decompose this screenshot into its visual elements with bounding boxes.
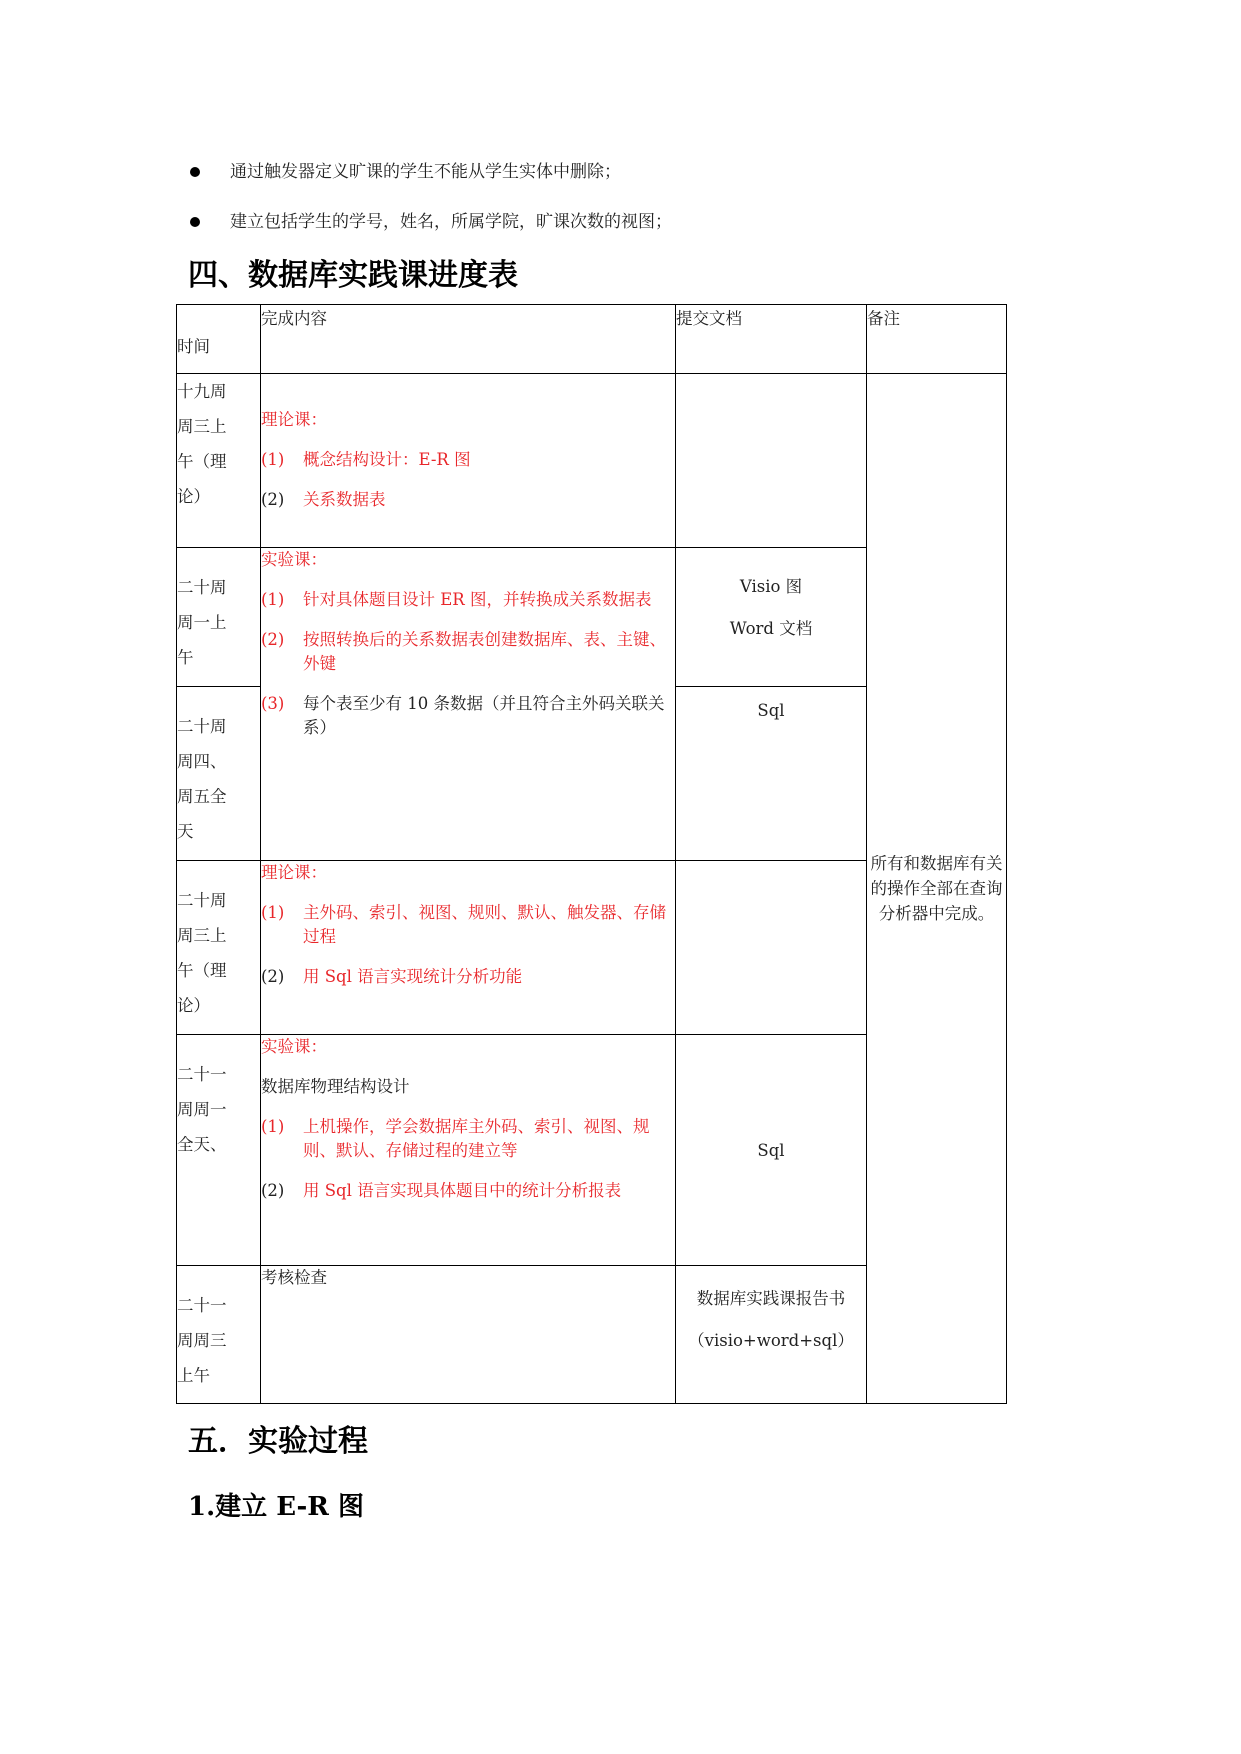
header-content: 完成内容 bbox=[261, 305, 676, 374]
lesson-type: 理论课： bbox=[261, 410, 327, 429]
list-item bbox=[261, 588, 675, 612]
item-text: 针对具体题目设计 ER 图，并转换成关系数据表 bbox=[303, 590, 652, 609]
lesson-type: 实验课： bbox=[261, 550, 327, 569]
time-cell bbox=[177, 548, 261, 687]
docs-cell bbox=[676, 1266, 867, 1404]
list-item bbox=[261, 965, 675, 989]
lesson-subtitle: 数据库物理结构设计 bbox=[261, 1077, 410, 1096]
content-cell bbox=[261, 374, 676, 548]
list-item bbox=[261, 448, 675, 472]
bullet-icon bbox=[190, 167, 200, 177]
time-line: 周三上 bbox=[177, 417, 227, 436]
list-item bbox=[261, 901, 675, 949]
time-line: 二十一 bbox=[177, 1065, 227, 1084]
table-header-row bbox=[177, 305, 1007, 374]
time-line: 午 bbox=[177, 648, 194, 667]
time-line: 二十周 bbox=[177, 891, 227, 910]
time-cell bbox=[177, 374, 261, 548]
time-line: 周周三 bbox=[177, 1331, 227, 1350]
docs-cell bbox=[676, 861, 867, 1035]
item-text: 用 Sql 语言实现具体题目中的统计分析报表 bbox=[303, 1181, 622, 1200]
doc-item: （visio+word+sql） bbox=[688, 1331, 854, 1350]
item-text: 每个表至少有 10 条数据（并且符合主外码关联关系） bbox=[303, 694, 665, 737]
time-line: 十九周 bbox=[177, 382, 227, 401]
item-text: 按照转换后的关系数据表创建数据库、表、主键、外键 bbox=[303, 630, 666, 673]
docs-cell bbox=[676, 374, 867, 548]
time-cell bbox=[177, 1035, 261, 1266]
item-number: (2) bbox=[261, 630, 285, 649]
doc-item: Word 文档 bbox=[729, 619, 813, 638]
list-item bbox=[261, 1179, 675, 1203]
item-text: 概念结构设计：E-R 图 bbox=[303, 450, 471, 469]
time-line: 论） bbox=[177, 487, 210, 506]
docs-cell: Sql bbox=[676, 687, 867, 861]
item-text: 上机操作，学会数据库主外码、索引、视图、规则、默认、存储过程的建立等 bbox=[303, 1117, 650, 1160]
subsection-heading: 1.建立 E-R 图 bbox=[188, 1492, 364, 1522]
schedule-table bbox=[176, 304, 1007, 1404]
item-text: 用 Sql 语言实现统计分析功能 bbox=[303, 967, 523, 986]
header-docs: 提交文档 bbox=[676, 305, 867, 374]
item-text: 主外码、索引、视图、规则、默认、触发器、存储过程 bbox=[303, 903, 666, 946]
time-line: 二十一 bbox=[177, 1296, 227, 1315]
item-number: (2) bbox=[261, 967, 285, 986]
doc-item: Visio 图 bbox=[739, 577, 803, 596]
time-line: 天 bbox=[177, 822, 194, 841]
time-cell bbox=[177, 687, 261, 861]
doc-item: 数据库实践课报告书 bbox=[696, 1289, 846, 1308]
item-number: (1) bbox=[261, 590, 285, 609]
time-line: 二十周 bbox=[177, 578, 227, 597]
list-item bbox=[261, 488, 675, 512]
list-item bbox=[261, 628, 675, 676]
time-line: 周三上 bbox=[177, 926, 227, 945]
item-text: 关系数据表 bbox=[303, 490, 386, 509]
lesson-type: 理论课： bbox=[261, 863, 327, 882]
item-number: (1) bbox=[261, 1117, 285, 1136]
content-cell bbox=[261, 548, 676, 861]
table-row bbox=[177, 374, 1007, 548]
notes-cell: 所有和数据库有关的操作全部在查询分析器中完成。 bbox=[867, 374, 1007, 1404]
time-line: 周四、 bbox=[177, 752, 227, 771]
item-number: (1) bbox=[261, 903, 285, 922]
content-cell bbox=[261, 861, 676, 1035]
content-cell bbox=[261, 1035, 676, 1266]
list-item bbox=[261, 1115, 675, 1163]
time-line: 周五全 bbox=[177, 787, 227, 806]
lesson-type: 实验课： bbox=[261, 1037, 327, 1056]
time-line: 全天、 bbox=[177, 1135, 227, 1154]
time-line: 二十周 bbox=[177, 717, 227, 736]
header-time: 时间 bbox=[177, 305, 261, 374]
content-cell: 考核检查 bbox=[261, 1266, 676, 1404]
time-line: 上午 bbox=[177, 1366, 210, 1385]
time-line: 午（理 bbox=[177, 452, 227, 471]
docs-cell bbox=[676, 548, 867, 687]
bullet-icon bbox=[190, 217, 200, 227]
time-line: 周周一 bbox=[177, 1100, 227, 1119]
time-cell bbox=[177, 1266, 261, 1404]
time-line: 论） bbox=[177, 996, 210, 1015]
header-notes: 备注 bbox=[867, 305, 1007, 374]
item-number: (3) bbox=[261, 694, 285, 713]
time-line: 周一上 bbox=[177, 613, 227, 632]
time-cell bbox=[177, 861, 261, 1035]
time-line: 午（理 bbox=[177, 961, 227, 980]
item-number: (2) bbox=[261, 1181, 285, 1200]
list-item bbox=[261, 692, 675, 740]
item-number: (1) bbox=[261, 450, 285, 469]
item-number: (2) bbox=[261, 490, 285, 509]
section-heading: 四、数据库实践课进度表 bbox=[188, 258, 518, 293]
section-heading: 五．实验过程 bbox=[188, 1424, 368, 1459]
bullet-text: 通过触发器定义旷课的学生不能从学生实体中删除； bbox=[230, 162, 621, 182]
docs-cell: Sql bbox=[676, 1035, 867, 1266]
bullet-text: 建立包括学生的学号，姓名，所属学院，旷课次数的视图； bbox=[230, 212, 672, 232]
